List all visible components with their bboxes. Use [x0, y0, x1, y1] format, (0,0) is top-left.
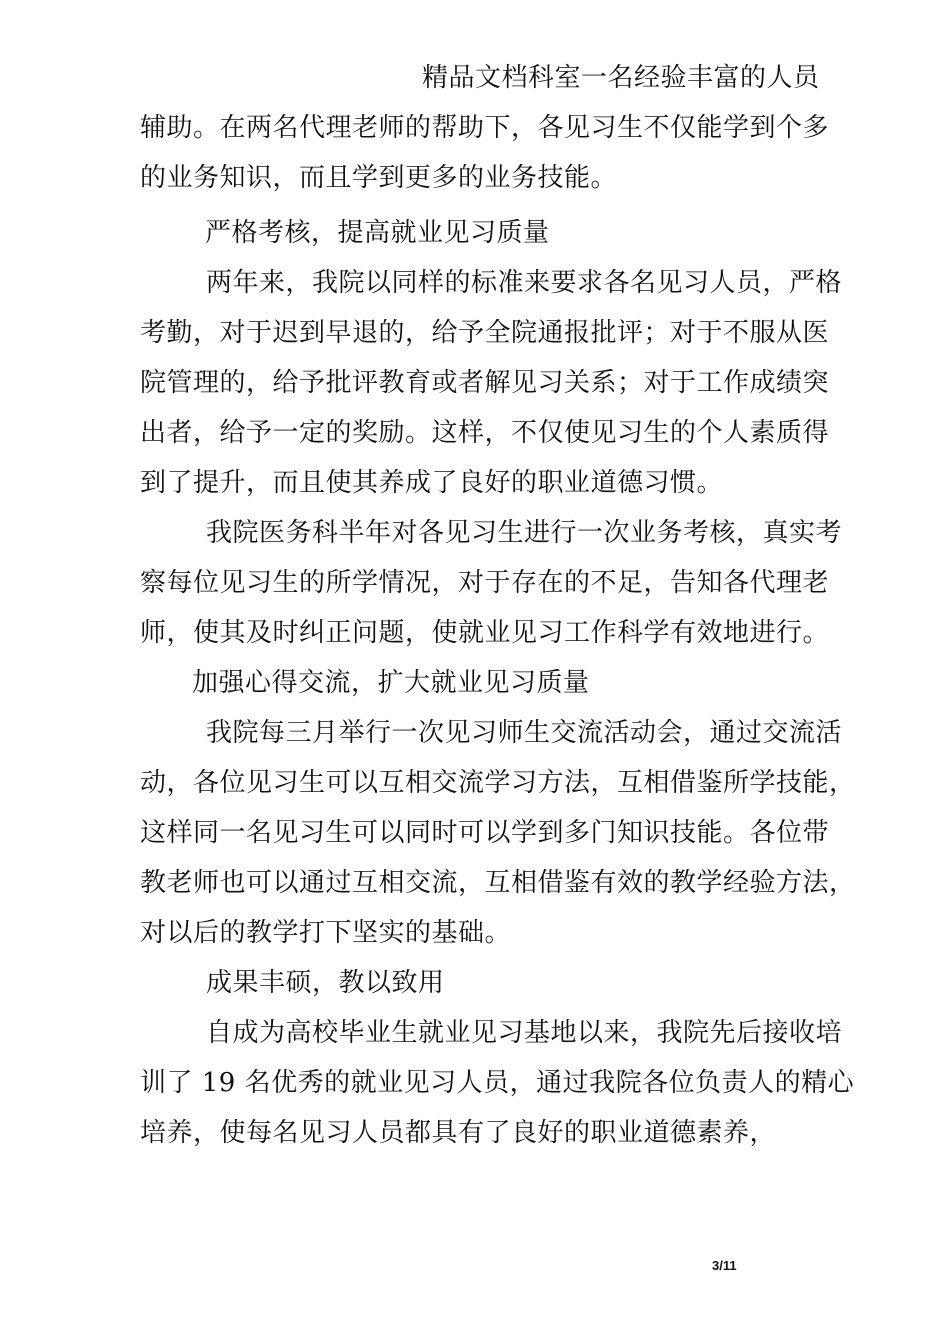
- page-number: 3/11: [712, 1258, 737, 1273]
- text-line: 自成为高校毕业生就业见习基地以来，我院先后接收培: [206, 1018, 843, 1048]
- section-heading: 严格考核，提高就业见习质量: [205, 218, 550, 248]
- section-heading: 加强心得交流，扩大就业见习质量: [192, 668, 590, 698]
- text-line: 动，各位见习生可以互相交流学习方法，互相借鉴所学技能，: [140, 768, 856, 798]
- text-line: 出者，给予一定的奖励。这样，不仅使见习生的个人素质得: [140, 418, 830, 448]
- text-line: 辅助。在两名代理老师的帮助下，各见习生不仅能学到个多: [140, 113, 830, 143]
- text-line: 师，使其及时纠正问题，使就业见习工作科学有效地进行。: [140, 618, 830, 648]
- text-line: 教老师也可以通过互相交流，互相借鉴有效的教学经验方法，: [140, 868, 856, 898]
- text-line: 培养，使每名见习人员都具有了良好的职业道德素养，: [140, 1118, 777, 1148]
- text-line: 对以后的教学打下坚实的基础。: [140, 918, 512, 948]
- text-line: 我院医务科半年对各见习生进行一次业务考核，真实考: [206, 518, 843, 548]
- section-heading: 成果丰硕，教以致用: [206, 968, 445, 998]
- text-line: 到了提升，而且使其养成了良好的职业道德习惯。: [140, 468, 724, 498]
- text-line: 这样同一名见习生可以同时可以学到多门知识技能。各位带: [140, 818, 830, 848]
- text-line: 训了 19 名优秀的就业见习人员，通过我院各位负责人的精心: [140, 1068, 855, 1098]
- text-line: 考勤，对于迟到早退的，给予全院通报批评；对于不服从医: [140, 318, 830, 348]
- text-line: 察每位见习生的所学情况，对于存在的不足，告知各代理老: [140, 568, 830, 598]
- text-line: 两年来，我院以同样的标准来要求各名见习人员，严格: [206, 268, 843, 298]
- text-line: 我院每三月举行一次见习师生交流活动会，通过交流活: [206, 718, 843, 748]
- header-line: 精品文档科室一名经验丰富的人员: [422, 63, 820, 93]
- text-line: 院管理的，给予批评教育或者解见习关系；对于工作成绩突: [140, 368, 830, 398]
- text-line: 的业务知识，而且学到更多的业务技能。: [140, 163, 618, 193]
